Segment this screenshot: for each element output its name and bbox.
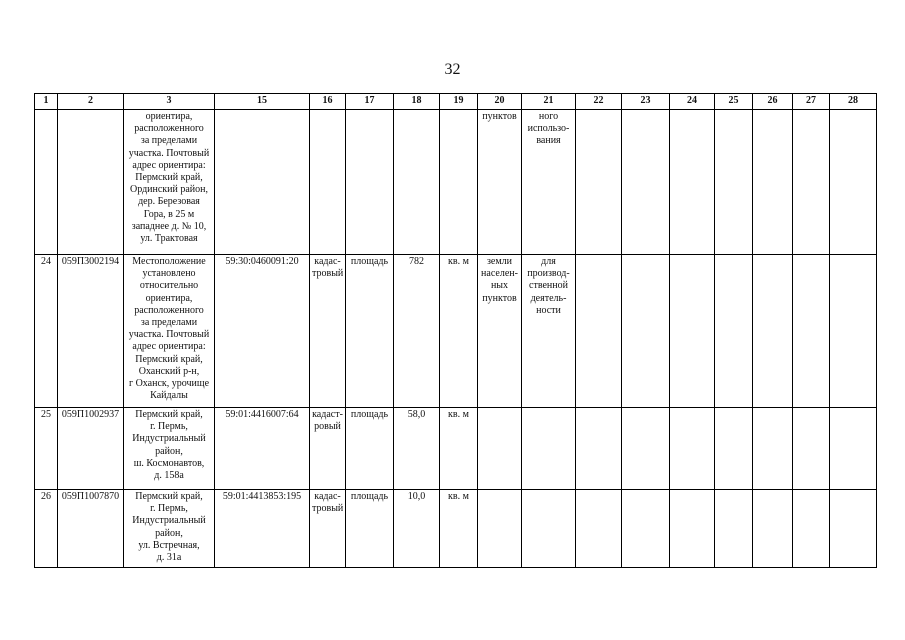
permitted-use: [522, 490, 576, 568]
parameter-name: площадь: [346, 255, 394, 408]
table-row: [35, 490, 877, 568]
empty-cell: [622, 255, 670, 408]
unit: кв. м: [440, 408, 478, 490]
empty-cell: [793, 408, 830, 490]
empty-cell: [830, 110, 877, 255]
parameter-value: 10,0: [394, 490, 440, 568]
unit: кв. м: [440, 255, 478, 408]
empty-cell: [830, 408, 877, 490]
column-header: 28: [830, 94, 877, 110]
parameter-name: площадь: [346, 490, 394, 568]
location-cell: Местоположение установлено относительно ориентира, расположенного за пределами участка. Почтовый адрес ориентира: Пермский край, Оханский р-н, г Оханск, урочище Кайдалы: [124, 255, 215, 408]
empty-cell: [753, 408, 793, 490]
number-type: кадаст- ровый: [310, 408, 346, 490]
page-number: 32: [444, 61, 461, 78]
empty-cell: [576, 110, 622, 255]
registry-number: 059П3002194: [58, 255, 124, 408]
registry-number: 059П1002937: [58, 408, 124, 490]
empty-cell: [715, 255, 753, 408]
empty-cell: [622, 408, 670, 490]
empty-cell: [622, 490, 670, 568]
column-header: 19: [440, 94, 478, 110]
row-number: [35, 110, 58, 255]
empty-cell: [715, 490, 753, 568]
empty-cell: [753, 255, 793, 408]
column-header: 26: [753, 94, 793, 110]
cadastral-number: [215, 110, 310, 255]
empty-cell: [670, 408, 715, 490]
location-cell: Пермский край, г. Пермь, Индустриальный район, ул. Встречная, д. 31а: [124, 490, 215, 568]
column-header: 16: [310, 94, 346, 110]
empty-cell: [830, 255, 877, 408]
parameter-value: 58,0: [394, 408, 440, 490]
empty-cell: [576, 255, 622, 408]
column-header: 25: [715, 94, 753, 110]
land-category: земли населен- ных пунктов: [478, 255, 522, 408]
parameter-value: [394, 110, 440, 255]
land-category: [478, 408, 522, 490]
empty-cell: [670, 110, 715, 255]
number-type: кадас- тровый: [310, 490, 346, 568]
empty-cell: [576, 490, 622, 568]
empty-cell: [670, 255, 715, 408]
column-header: 3: [124, 94, 215, 110]
table-row: [35, 255, 877, 408]
empty-cell: [830, 490, 877, 568]
column-header: 21: [522, 94, 576, 110]
permitted-use: ного использо- вания: [522, 110, 576, 255]
cadastral-number: 59:01:4416007:64: [215, 408, 310, 490]
row-number: 25: [35, 408, 58, 490]
column-header: 23: [622, 94, 670, 110]
row-number: 26: [35, 490, 58, 568]
registry-number: 059П1007870: [58, 490, 124, 568]
unit: [440, 110, 478, 255]
column-header: 22: [576, 94, 622, 110]
location-cell: ориентира, расположенного за пределами участка. Почтовый адрес ориентира: Пермский край, Ординский район, дер. Березовая Гора, в 25 м западнее д. № 10, ул. Трактовая: [124, 110, 215, 255]
column-header: 15: [215, 94, 310, 110]
row-number: 24: [35, 255, 58, 408]
empty-cell: [715, 110, 753, 255]
registry-table: [34, 93, 877, 568]
empty-cell: [622, 110, 670, 255]
number-type: кадас- тровый: [310, 255, 346, 408]
column-header: 2: [58, 94, 124, 110]
empty-cell: [793, 490, 830, 568]
location-cell: Пермский край, г. Пермь, Индустриальный район, ш. Космонавтов, д. 158а: [124, 408, 215, 490]
empty-cell: [753, 110, 793, 255]
table-row: [35, 110, 877, 255]
column-header: 20: [478, 94, 522, 110]
column-header: 27: [793, 94, 830, 110]
empty-cell: [576, 408, 622, 490]
column-header: 17: [346, 94, 394, 110]
empty-cell: [670, 490, 715, 568]
table-row: [35, 408, 877, 490]
empty-cell: [793, 110, 830, 255]
number-type: [310, 110, 346, 255]
column-header: 1: [35, 94, 58, 110]
permitted-use: для производ- ственной деятель- ности: [522, 255, 576, 408]
header-row: [35, 94, 877, 110]
parameter-name: [346, 110, 394, 255]
land-category: [478, 490, 522, 568]
cadastral-number: 59:30:0460091:20: [215, 255, 310, 408]
parameter-value: 782: [394, 255, 440, 408]
column-header: 18: [394, 94, 440, 110]
unit: кв. м: [440, 490, 478, 568]
empty-cell: [753, 490, 793, 568]
land-category: пунктов: [478, 110, 522, 255]
empty-cell: [793, 255, 830, 408]
empty-cell: [715, 408, 753, 490]
cadastral-number: 59:01:4413853:195: [215, 490, 310, 568]
column-header: 24: [670, 94, 715, 110]
permitted-use: [522, 408, 576, 490]
registry-number: [58, 110, 124, 255]
parameter-name: площадь: [346, 408, 394, 490]
